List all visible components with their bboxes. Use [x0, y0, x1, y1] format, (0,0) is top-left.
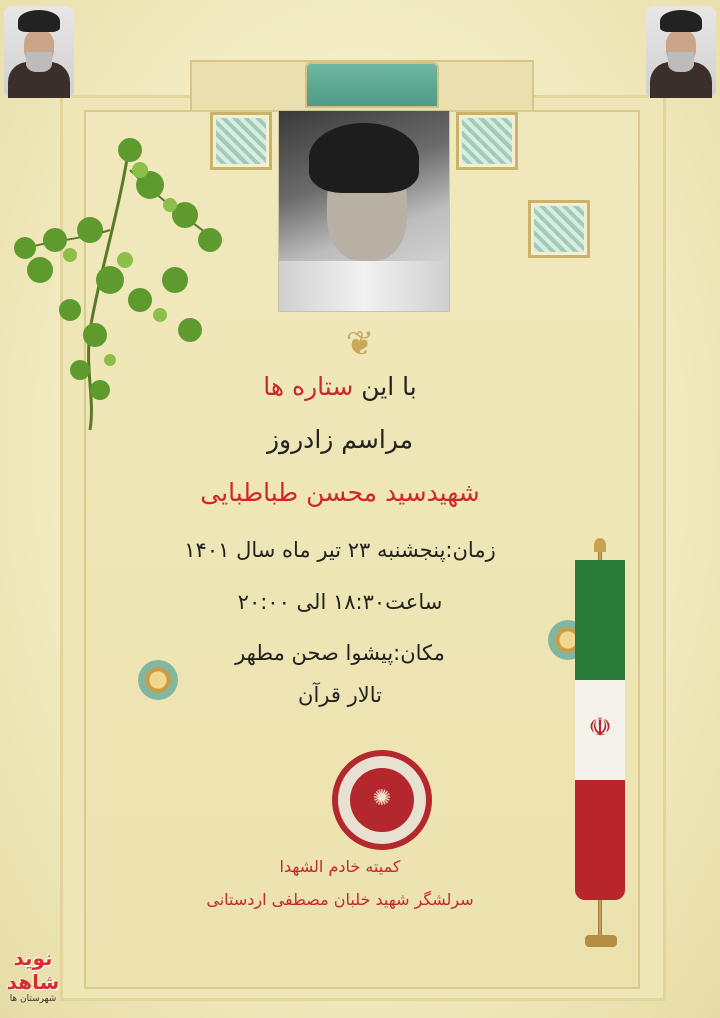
flag-finial-icon: [594, 538, 606, 552]
tile-ornament-lower-right: [528, 200, 590, 258]
martyr-photo: [278, 110, 450, 312]
event-hall: تالار قرآن: [298, 683, 382, 707]
title-prefix: با این: [361, 372, 417, 401]
event-time: ساعت۱۸:۳۰ الی ۲۰:۰۰: [237, 590, 443, 614]
arch-dome: [305, 62, 439, 108]
leader-portrait-right: [646, 6, 716, 98]
khadem-shohada-seal-icon: ✺: [332, 750, 432, 850]
event-place: مکان:پیشوا صحن مطهر: [235, 641, 445, 665]
tile-ornament-right: [456, 112, 518, 170]
poster-title: [120, 372, 560, 401]
watermark-logo-text: نوید شاهد: [6, 946, 60, 994]
leader-portrait-left: [4, 6, 74, 98]
ceremony-label: مراسم زادروز: [266, 425, 414, 454]
navid-shahed-watermark: [4, 946, 62, 1004]
martyr-name: شهیدسید محسن طباطبایی: [200, 478, 480, 507]
committee-name: کمیته خادم الشهدا: [279, 857, 401, 876]
title-highlight: ستاره ها: [263, 372, 354, 401]
arabesque-ornament-icon: ❦: [345, 324, 375, 364]
commander-name: سرلشگر شهید خلبان مصطفی اردستانی: [206, 890, 474, 909]
iran-flag-icon: ☫: [575, 560, 625, 900]
watermark-subtext: شهرستان ها: [9, 994, 57, 1004]
event-date: زمان:پنجشنبه ۲۳ تیر ماه سال ۱۴۰۱: [184, 538, 496, 562]
flag-base: [585, 935, 617, 947]
